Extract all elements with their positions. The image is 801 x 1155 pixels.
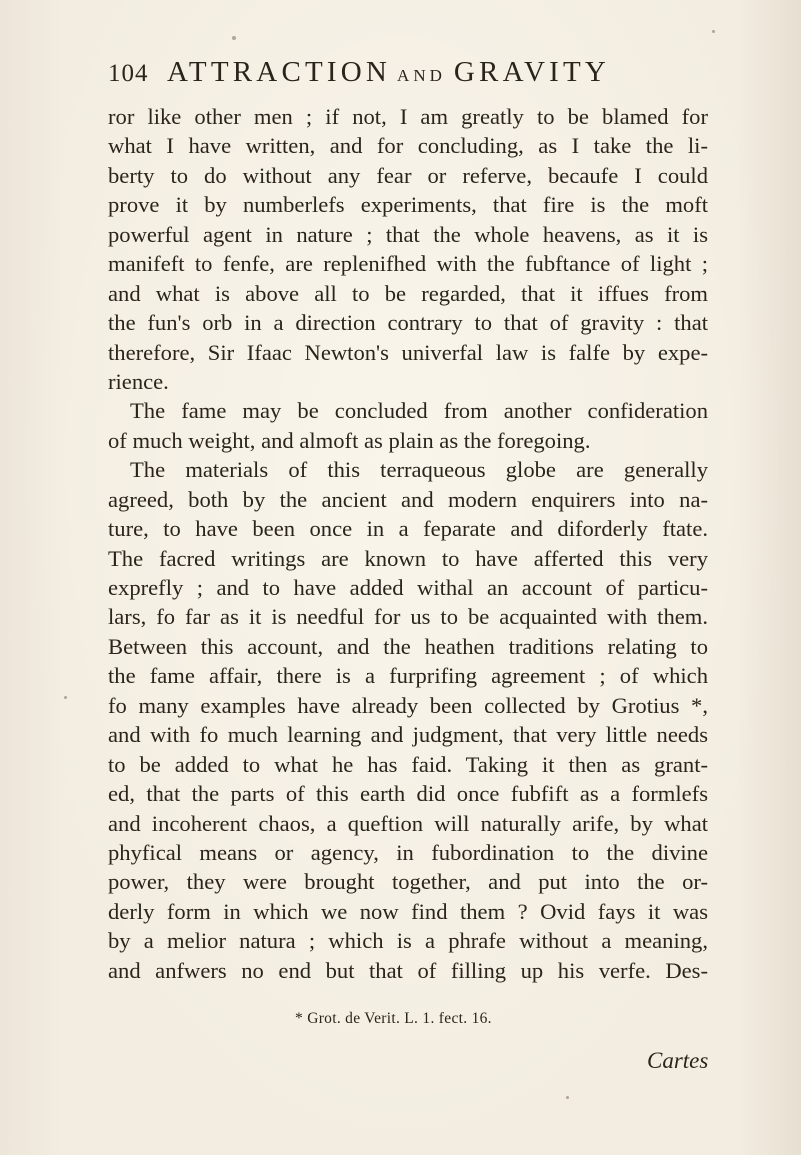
title-and: AND xyxy=(397,66,446,85)
paper-speck xyxy=(64,696,67,699)
title-part-1: ATTRACTION xyxy=(167,56,392,88)
paper-speck xyxy=(566,1096,569,1099)
text-line: fo many examples have already been collected by Grotius *, xyxy=(108,692,708,718)
text-line: berty to do without any fear or referve, becaufe I could xyxy=(108,162,708,188)
text-line: ror like other men ; if not, I am greatly to be blamed for xyxy=(108,104,708,129)
text-line: what I have written, and for concluding, as I take the li- xyxy=(108,133,708,159)
text-line: by a melior natura ; which is a phrafe without a meaning, xyxy=(108,928,708,954)
footnote: * Grot. de Verit. L. 1. fect. 16. xyxy=(295,1010,492,1027)
text-line: rience. xyxy=(108,368,169,394)
text-line: The facred writings are known to have afferted this very xyxy=(108,545,708,571)
catchword: Cartes xyxy=(647,1048,709,1073)
text-line: powerful agent in nature ; that the whole heavens, as it is xyxy=(108,221,708,247)
text-line: derly form in which we now find them ? Ovid fays it was xyxy=(108,898,708,924)
text-line: the fame affair, there is a furprifing agreement ; of which xyxy=(108,663,708,689)
title-part-2: GRAVITY xyxy=(453,56,611,88)
text-line: to be added to what he has faid. Taking it then as grant- xyxy=(108,751,708,777)
text-line: of much weight, and almoft as plain as the foregoing. xyxy=(108,427,591,453)
paragraph-start-line: The fame may be concluded from another confideration xyxy=(130,398,708,424)
running-title xyxy=(167,56,610,89)
body-text xyxy=(108,102,708,985)
text-line: agreed, both by the ancient and modern enquirers into na- xyxy=(108,486,708,512)
text-line: and incoherent chaos, a queftion will naturally arife, by what xyxy=(108,810,708,836)
paragraph-start-line: The materials of this terraqueous globe are generally xyxy=(130,457,708,483)
text-line: exprefly ; and to have added withal an account of particu- xyxy=(108,575,708,600)
page-number: 104 xyxy=(108,60,149,87)
paper-speck xyxy=(712,30,715,33)
text-line: and anfwers no end but that of filling up his verfe. Des- xyxy=(108,957,708,983)
text-line: ture, to have been once in a feparate and diforderly ftate. xyxy=(108,516,708,542)
running-header xyxy=(108,50,718,94)
text-line: therefore, Sir Ifaac Newton's univerfal law is falfe by expe- xyxy=(108,339,708,365)
text-line: Between this account, and the heathen traditions relating to xyxy=(108,633,708,659)
text-line: power, they were brought together, and put into the or- xyxy=(108,869,708,895)
text-line: lars, fo far as it is needful for us to be acquainted with them. xyxy=(108,604,708,630)
text-line: the fun's orb in a direction contrary to that of gravity : that xyxy=(108,310,708,336)
text-line: prove it by numberlefs experiments, that fire is the moft xyxy=(108,192,708,218)
text-line: and what is above all to be regarded, that it iffues from xyxy=(108,280,708,306)
text-line: and with fo much learning and judgment, that very little needs xyxy=(108,722,708,748)
paper-speck xyxy=(232,36,236,40)
text-line: ed, that the parts of this earth did once fubfift as a formlefs xyxy=(108,781,708,807)
text-line: phyfical means or agency, in fubordination to the divine xyxy=(108,839,708,865)
text-line: manifeft to fenfe, are replenifhed with the fubftance of light ; xyxy=(108,251,708,277)
